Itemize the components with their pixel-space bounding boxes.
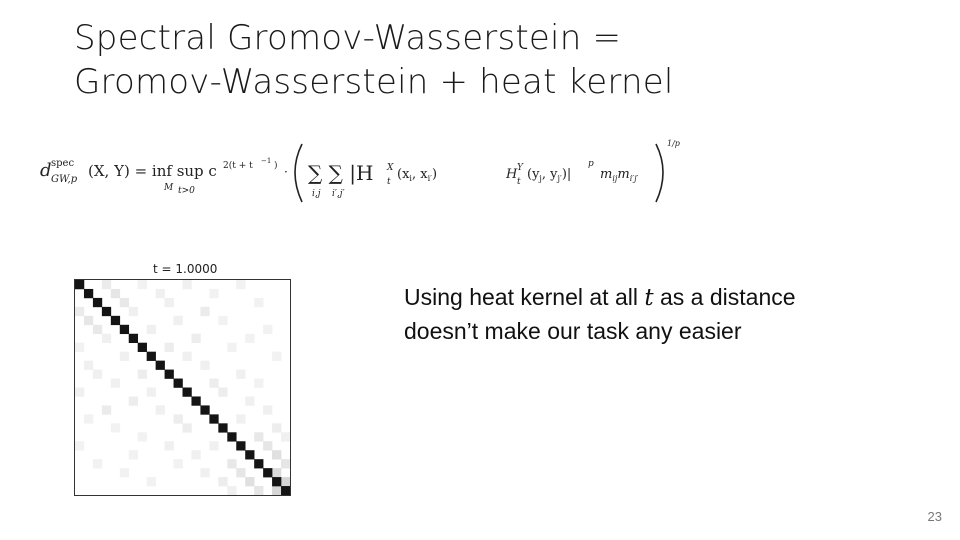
formula-lhs-sub: GW,p — [51, 174, 78, 185]
formula-m1-sub: ij — [612, 174, 618, 183]
heatmap-cell — [245, 334, 254, 343]
heatmap-diagonal-cell — [191, 396, 200, 405]
heatmap-cell — [165, 343, 174, 352]
formula-hy-args-a: (y — [527, 167, 540, 182]
heatmap-cell — [84, 414, 93, 423]
heatmap-cell — [102, 334, 111, 343]
heatmap-cell — [200, 361, 209, 370]
formula-sums: ∑ ∑ |H — [308, 161, 374, 185]
heatmap-cell — [263, 441, 272, 450]
heatmap-cell — [120, 352, 129, 361]
formula-hy-sub: t — [517, 177, 521, 187]
heatmap-cells — [75, 280, 290, 495]
formula-hy-args-b: j — [539, 174, 542, 183]
heatmap-cell — [129, 307, 138, 316]
heatmap-diagonal-cell — [236, 441, 245, 450]
heatmap-cell — [84, 316, 93, 325]
heatmap-cell — [147, 477, 156, 486]
formula-hy-sup: Y — [517, 163, 523, 173]
formula-lhs-sup: spec — [51, 158, 75, 169]
heatmap-diagonal-cell — [147, 352, 156, 361]
heatmap-cell — [236, 370, 245, 379]
heatmap-cell — [129, 396, 138, 405]
formula-hy-args-e: )| — [561, 167, 572, 182]
heatmap-cell — [218, 477, 227, 486]
formula-hx-args-c: , x — [411, 167, 428, 182]
heatmap-cell — [236, 414, 245, 423]
formula-right-paren — [656, 144, 663, 202]
heatmap-cell — [102, 280, 111, 289]
formula-under-sup: t>0 — [178, 186, 195, 196]
heatmap-diagonal-cell — [281, 486, 290, 495]
heatmap-diagonal-cell — [75, 280, 84, 289]
heatmap-cell — [165, 298, 174, 307]
formula-exp-c3: ) — [274, 161, 278, 171]
slide-title — [74, 16, 674, 104]
heatmap-cell — [236, 468, 245, 477]
formula-m2: m — [617, 167, 630, 182]
note-line-1-b: as a distance — [653, 284, 796, 310]
heatmap-diagonal-cell — [263, 468, 272, 477]
heatmap-cell — [209, 441, 218, 450]
heatmap-cell — [75, 441, 84, 450]
formula-hx-args — [397, 167, 437, 183]
heatmap-cell — [218, 316, 227, 325]
formula-outer-exp: 1/p — [667, 139, 680, 148]
formula-hx-args-d: i′ — [427, 174, 432, 183]
heatmap-cell — [227, 486, 236, 495]
heatmap-cell — [200, 468, 209, 477]
formula-dot: · — [284, 165, 288, 179]
heatmap-cell — [218, 388, 227, 397]
heatmap-cell — [120, 468, 129, 477]
heatmap-diagonal-cell — [93, 298, 102, 307]
formula-m-terms — [600, 167, 639, 183]
heatmap-cell — [129, 450, 138, 459]
formula-hx-args-b: i — [409, 174, 412, 183]
heatmap-cell — [272, 468, 281, 477]
heatmap-cell — [254, 379, 263, 388]
heatmap-cell — [272, 486, 281, 495]
heatmap-cell — [174, 414, 183, 423]
heatmap-diagonal-cell — [245, 450, 254, 459]
heatmap-diagonal-cell — [138, 343, 147, 352]
heatmap-cell — [75, 307, 84, 316]
heatmap-cell — [174, 459, 183, 468]
heatmap-cell — [138, 280, 147, 289]
heatmap-cell — [147, 325, 156, 334]
formula-exp-c2: −1 — [261, 157, 272, 165]
heatmap-cell — [281, 459, 290, 468]
formula-m1: m — [600, 167, 613, 182]
heatmap-cell — [245, 396, 254, 405]
heatmap-cell — [183, 280, 192, 289]
heatmap-cell — [111, 423, 120, 432]
formula-m2-sub: i′j′ — [629, 174, 639, 183]
heatmap-cell — [183, 423, 192, 432]
heatmap-cell — [245, 477, 254, 486]
heatmap-diagonal-cell — [209, 414, 218, 423]
heatmap-cell — [281, 432, 290, 441]
heatmap-diagonal-cell — [200, 405, 209, 414]
slide-title-line-1: Spectral Gromov-Wasserstein = — [74, 18, 622, 58]
heatmap-cell — [93, 370, 102, 379]
heatmap-cell — [156, 405, 165, 414]
note-line-1 — [404, 281, 796, 315]
heatmap-caption: t = 1.0000 — [153, 262, 218, 276]
formula-under-inf: M — [164, 183, 174, 193]
heatmap-diagonal-cell — [183, 388, 192, 397]
formula-exp-c: 2(t + t — [223, 161, 253, 171]
slide-title-line-2: Gromov-Wasserstein + heat kernel — [74, 62, 674, 102]
formula-args: (X, Y) = inf sup c — [88, 162, 217, 180]
formula-hx-sup: X — [387, 163, 394, 173]
note-line-1-a: Using heat kernel at all — [404, 284, 645, 310]
heatmap-cell — [165, 441, 174, 450]
heatmap-cell — [209, 289, 218, 298]
note-line-2: doesn’t make our task any easier — [404, 318, 742, 344]
formula-hx-args-e: ) — [431, 167, 438, 182]
note-line-1-t: t — [644, 285, 654, 311]
heatmap-cell — [272, 352, 281, 361]
heatmap-cell — [147, 388, 156, 397]
heatmap-cell — [236, 280, 245, 289]
heatmap-cell — [102, 405, 111, 414]
heatmap-cell — [191, 450, 200, 459]
heatmap-diagonal-cell — [156, 361, 165, 370]
heatmap-cell — [93, 325, 102, 334]
formula-hy-args — [527, 167, 571, 183]
heatmap-cell — [254, 298, 263, 307]
heatmap-cell — [93, 459, 102, 468]
heatmap-cell — [156, 289, 165, 298]
formula-hx-args-a: (x — [397, 167, 410, 182]
heat-kernel-heatmap — [74, 279, 291, 496]
heatmap-diagonal-cell — [227, 432, 236, 441]
formula-p-exp: p — [588, 159, 594, 169]
formula-left-paren — [295, 144, 302, 202]
spectral-gw-formula — [40, 132, 680, 212]
heatmap-cell — [227, 343, 236, 352]
heatmap-cell — [254, 486, 263, 495]
heatmap-diagonal-cell — [102, 307, 111, 316]
page-number: 23 — [927, 509, 942, 524]
heatmap-diagonal-cell — [254, 459, 263, 468]
heatmap-cell — [174, 316, 183, 325]
heatmap-diagonal-cell — [272, 477, 281, 486]
heatmap-diagonal-cell — [120, 325, 129, 334]
heatmap-cell — [191, 334, 200, 343]
formula-graphic — [40, 132, 680, 212]
formula-lhs: d — [40, 160, 52, 181]
heatmap-cell — [111, 289, 120, 298]
heatmap-diagonal-cell — [129, 334, 138, 343]
heatmap-cell — [75, 343, 84, 352]
heatmap-diagonal-cell — [84, 289, 93, 298]
heatmap-diagonal-cell — [111, 316, 120, 325]
heatmap-cell — [263, 325, 272, 334]
heatmap-cell — [254, 432, 263, 441]
heatmap-cell — [84, 361, 93, 370]
formula-sum-sub1: i,j — [312, 189, 321, 199]
heatmap-diagonal-cell — [165, 370, 174, 379]
formula-hy-args-c: , y — [541, 167, 558, 182]
heatmap-cell — [263, 405, 272, 414]
formula-sum-sub2: i′,j′ — [332, 189, 345, 199]
heatmap-cell — [200, 307, 209, 316]
formula-hy-args-d: j′ — [557, 174, 562, 183]
heatmap-cell — [183, 352, 192, 361]
heatmap-cell — [120, 298, 129, 307]
heatmap-cell — [138, 370, 147, 379]
heatmap-cell — [272, 450, 281, 459]
heatmap-cell — [138, 432, 147, 441]
heatmap-diagonal-cell — [218, 423, 227, 432]
heatmap-diagonal-cell — [174, 379, 183, 388]
heatmap-cell — [111, 379, 120, 388]
heatmap-cell — [227, 459, 236, 468]
formula-hy: H — [506, 167, 518, 182]
formula-hx-sub: t — [387, 177, 391, 187]
heatmap-cell — [272, 423, 281, 432]
heatmap-cell — [281, 477, 290, 486]
note-text — [404, 281, 796, 348]
heatmap-cell — [209, 379, 218, 388]
heatmap-cell — [75, 388, 84, 397]
